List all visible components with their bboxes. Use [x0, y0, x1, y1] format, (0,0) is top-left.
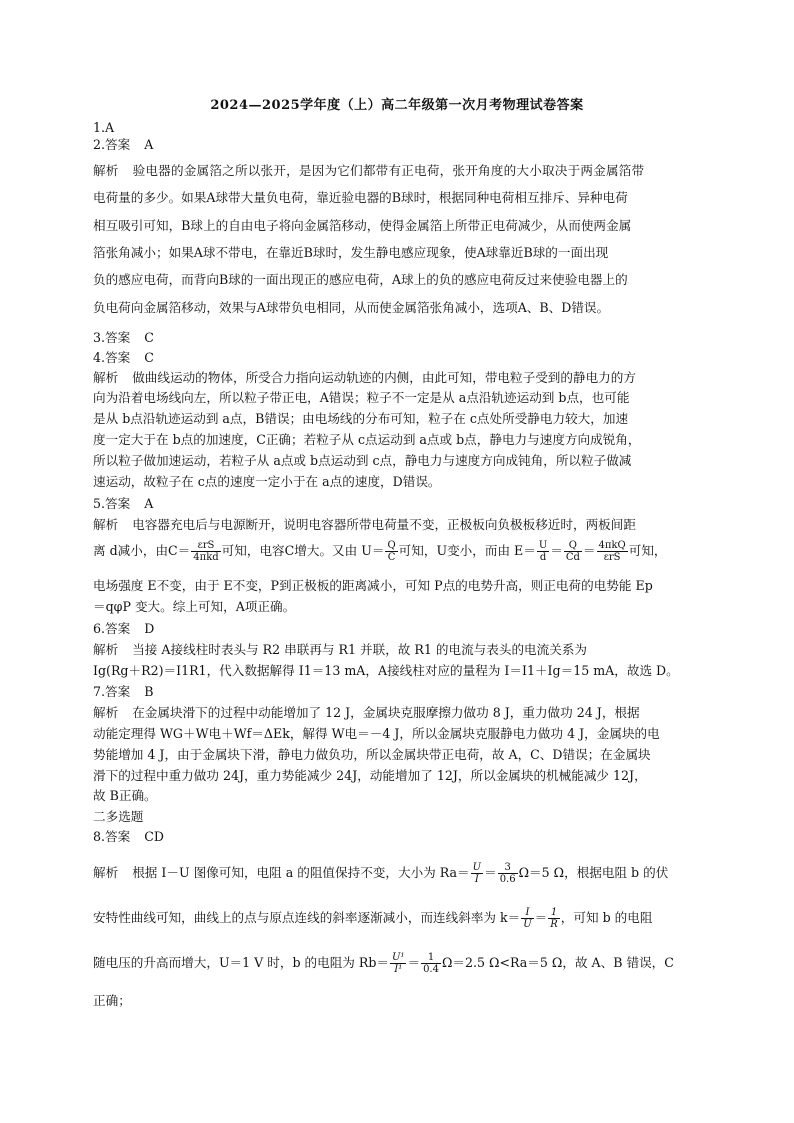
field-fraction-2: $\frac{Q}{Cd}$	[565, 540, 580, 563]
answer-7: 7.答案 B	[93, 684, 154, 699]
analysis-4: 解析 做曲线运动的物体，所受合力指向运动轨迹的内侧，由此可知，带电粒子受到的静电力的方	[93, 370, 636, 385]
resistance-b-fraction: $\frac{\text{U¹}}{\text{I¹}}$	[392, 952, 405, 975]
analysis-2-line: 相互吸引可知，B球上的自由电子将向金属箔移动，使得金属箔上所带正电荷减少，从而使两金属	[93, 218, 632, 233]
answer-8: 8.答案 CD	[93, 829, 164, 844]
analysis-7-line: 滑下的过程中重力做功 24J，重力势能减少 24J，动能增加了 12J，所以金属块的机械能减少 12J，	[93, 768, 647, 783]
analysis-5-formula-line: 离 d减小，由C＝ $\frac{\text{εrS}}{\text{4πkd}}$ 可知，电容C增大。又由 U＝ $\frac{Q}{C}$ 可知，U变小，而由 E＝ $\frac{U}{d}$ ＝ $\frac{Q}{Cd}$ ＝ $\frac{\text{4πkQ}}{\text{εrS}}$ 可知，	[93, 540, 667, 563]
field-fraction-1: $\frac{U}{d}$	[538, 540, 548, 563]
analysis-8: 解析 根据 I－U 图像可知，电阻 a 的阻值保持不变，大小为 Ra＝ $\frac{U}{I}$ ＝ $\frac{3}{0.6}$ Ω＝5 Ω，根据电阻 b 的伏	[93, 862, 669, 885]
analysis-4-line: 向为沿着电场线向左，所以粒子带正电，A错误；粒子不一定是从 a点沿轨迹运动到 b点，也可能	[93, 390, 630, 405]
resistance-a-value-fraction: $\frac{3}{0.6}$	[499, 862, 516, 885]
analysis-2-line: 箔张角减小；如果A球不带电，在靠近B球时，发生静电感应现象，使A球靠近B球的一面出现	[93, 245, 609, 260]
analysis-2-line: 负的感应电荷，而背向B球的一面出现正的感应电荷，A球上的负的感应电荷反过来使验电器上的	[93, 272, 628, 287]
analysis-6-line: Ig(Rg＋R2)＝I1R1，代入数据解得 I1＝13 mA，A接线柱对应的量程为 I＝I1＋Ig＝15 mA，故选 D。	[93, 663, 679, 678]
analysis-2-line: 电荷量的多少。如果A球带大量负电荷，靠近验电器的B球时，根据同种电荷相互排斥、异种电荷	[93, 190, 628, 205]
analysis-8-line: 正确；	[93, 993, 131, 1008]
resistance-a-fraction: $\frac{U}{I}$	[472, 862, 482, 885]
capacitance-fraction: $\frac{\text{εrS}}{\text{4πkd}}$	[193, 540, 219, 563]
analysis-2: 解析 验电器的金属箔之所以张开，是因为它们都带有正电荷，张开角度的大小取决于两金属箔带	[93, 163, 645, 178]
analysis-7-line: 势能增加 4 J，由于金属块下滑，静电力做负功，所以金属块带正电荷，故 A，C、D错误；在金属块	[93, 747, 651, 762]
slope-fraction: $\frac{I}{U}$	[523, 907, 532, 930]
answer-1: 1.A	[93, 120, 115, 135]
analysis-5: 解析 电容器充电后与电源断开，说明电容器所带电荷量不变，正极板向负极板移近时，两板间距	[93, 517, 636, 532]
analysis-8-line: 随电压的升高而增大，U＝1 V 时，b 的电阻为 Rb＝ $\frac{\text{U¹}}{\text{I¹}}$ ＝ $\frac{1}{0.4}$ Ω＝2.5 Ω<Ra＝5 Ω，故 A、B 错误，C	[93, 952, 674, 975]
page-title: 2024—2025学年度（上）高二年级第一次月考物理试卷答案	[210, 98, 584, 113]
analysis-7-line: 动能定理得 WG＋W电＋Wf＝ΔEk，解得 W电＝－4 J，所以金属块克服静电力做功 4 J，金属块的电	[93, 726, 660, 741]
resistance-b-value-fraction: $\frac{1}{0.4}$	[423, 952, 439, 975]
answer-2: 2.答案 A	[93, 137, 154, 152]
analysis-5-line: ＝qφP 变大。综上可知，A项正确。	[93, 599, 296, 614]
analysis-4-line: 速运动，故粒子在 c点的速度一定小于在 a点的速度，D错误。	[93, 474, 441, 489]
analysis-5-line: 电场强度 E不变，由于 E不变，P到正极板的距离减小，可知 P点的电势升高，则正电荷的电势能 Ep	[93, 578, 653, 593]
analysis-6: 解析 当接 A接线柱时表头与 R2 串联再与 R1 并联，故 R1 的电流与表头的电流关系为	[93, 642, 588, 657]
section-heading-multiple-choice: 二多选题	[93, 809, 144, 824]
analysis-4-line: 所以粒子做加速运动，若粒子从 a点或 b点运动到 c点，静电力与速度方向成钝角，所以粒子做减	[93, 453, 632, 468]
analysis-8-line: 安特性曲线可知，曲线上的点与原点连线的斜率逐渐减小，而连线斜率为 k＝ $\frac{I}{U}$ ＝ $\frac{1}{R}$ ，可知 b 的电阻	[93, 907, 653, 930]
analysis-7: 解析 在金属块滑下的过程中动能增加了 12 J，金属块克服摩擦力做功 8 J，重力做功 24 J，根据	[93, 705, 640, 720]
answer-4: 4.答案 C	[93, 350, 154, 365]
analysis-7-line: 故 B正确。	[93, 788, 157, 803]
inverse-resistance-fraction: $\frac{1}{R}$	[550, 907, 558, 930]
analysis-4-line: 度一定大于在 b点的加速度，C正确；若粒子从 c点运动到 a点或 b点，静电力与速度方向成锐角，	[93, 432, 641, 447]
answer-3: 3.答案 C	[93, 330, 154, 345]
voltage-fraction: $\frac{Q}{C}$	[387, 540, 396, 563]
analysis-2-line: 负电荷向金属箔移动，效果与A球带负电相同，从而使金属箔张角减小，选项A、B、D错误。	[93, 300, 610, 315]
answer-6: 6.答案 D	[93, 621, 155, 636]
analysis-4-line: 是从 b点沿轨迹运动到 a点，B错误；由电场线的分布可知，粒子在 c点处所受静电力较大，加速	[93, 411, 629, 426]
field-fraction-3: $\frac{\text{4πkQ}}{\text{εrS}}$	[598, 540, 626, 563]
answer-5: 5.答案 A	[93, 496, 154, 511]
